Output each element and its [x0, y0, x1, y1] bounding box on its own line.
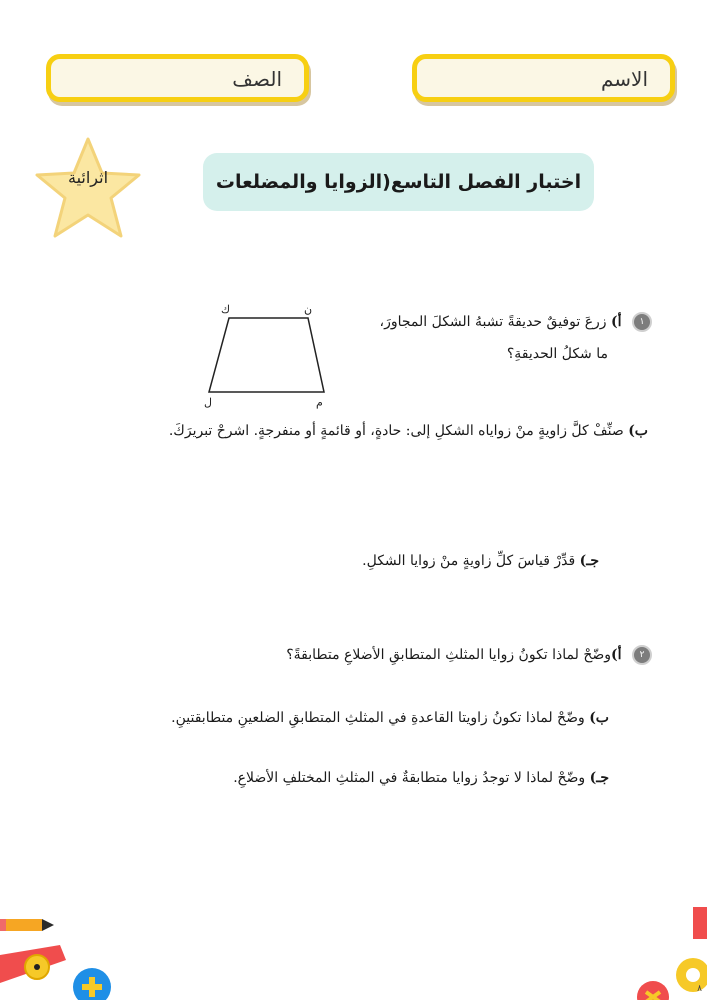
page-number: ٨: [697, 984, 702, 994]
page-title: [203, 153, 594, 211]
trapezoid-figure: [196, 300, 336, 410]
q1-number-badge: ١: [632, 312, 652, 332]
pencil-icon: [0, 919, 42, 931]
vertex-label-top-left: ك: [221, 303, 231, 316]
q2-number-badge: ٢: [632, 645, 652, 665]
q1-part-a-line2: [507, 346, 608, 362]
name-field[interactable]: [412, 54, 675, 102]
trapezoid-shape: [196, 300, 336, 410]
vertex-label-top-right: ن: [304, 303, 313, 316]
corner-decoration: [625, 905, 707, 1000]
q1-a-text1: زرعَ توفيقٌ حديقةً تشبهُ الشكلَ المجاورَ،: [379, 314, 607, 330]
q1-c-text: قدِّرْ قياسَ كلِّ زاويةٍ منْ زوايا الشكلِ.: [362, 553, 576, 569]
q2-b-text: وضّحْ لماذا تكونُ زاويتا القاعدةِ في المثلثِ المتطابقِ الضلعينِ متطابقتينِ.: [171, 710, 585, 726]
title-text: اختبار الفصل التاسع(الزوايا والمضلعات: [215, 171, 582, 193]
q2-part-c: [233, 770, 609, 786]
q1-b-text: صنِّفْ كلَّ زاويةٍ منْ زواياه الشكلِ إلى: حادةٍ، أو قائمةٍ أو منفرجةٍ. اشرحْ تبريرَكَ.: [168, 423, 624, 439]
q1-b-marker: ب): [628, 423, 648, 439]
enrichment-star-badge: [32, 135, 144, 245]
q2-part-b: [171, 710, 609, 726]
q1-part-c: [362, 553, 599, 569]
q2-a-marker: أ): [611, 647, 622, 663]
q2-c-marker: جـ): [589, 770, 609, 786]
q1-c-marker: جـ): [579, 553, 599, 569]
vertex-label-bottom-left: ل: [204, 396, 212, 409]
pencil-decoration: [0, 905, 125, 1000]
name-label: الاسم: [600, 67, 648, 91]
vertex-label-bottom-right: م: [316, 396, 323, 409]
class-label: الصف: [232, 67, 282, 91]
class-field[interactable]: [46, 54, 309, 102]
q2-b-marker: ب): [589, 710, 609, 726]
q1-part-b: [169, 423, 648, 439]
q1-a-text2: ما شكلُ الحديقةِ؟: [506, 346, 608, 362]
q2-a-text: وضّحْ لماذا تكونُ زوايا المثلثِ المتطابقِ الأضلاعِ متطابقةً؟: [286, 647, 612, 663]
q1-a-marker: أ): [611, 314, 622, 330]
q2-c-text: وضّحْ لماذا لا توجدُ زوايا متطابقةٌ في المثلثِ المختلفِ الأضلاعِ.: [233, 770, 586, 786]
q2-part-a: [286, 645, 652, 665]
q1-part-a-line1: [380, 312, 652, 332]
star-icon: [32, 135, 144, 245]
badge-label: اثرائية: [67, 168, 109, 187]
